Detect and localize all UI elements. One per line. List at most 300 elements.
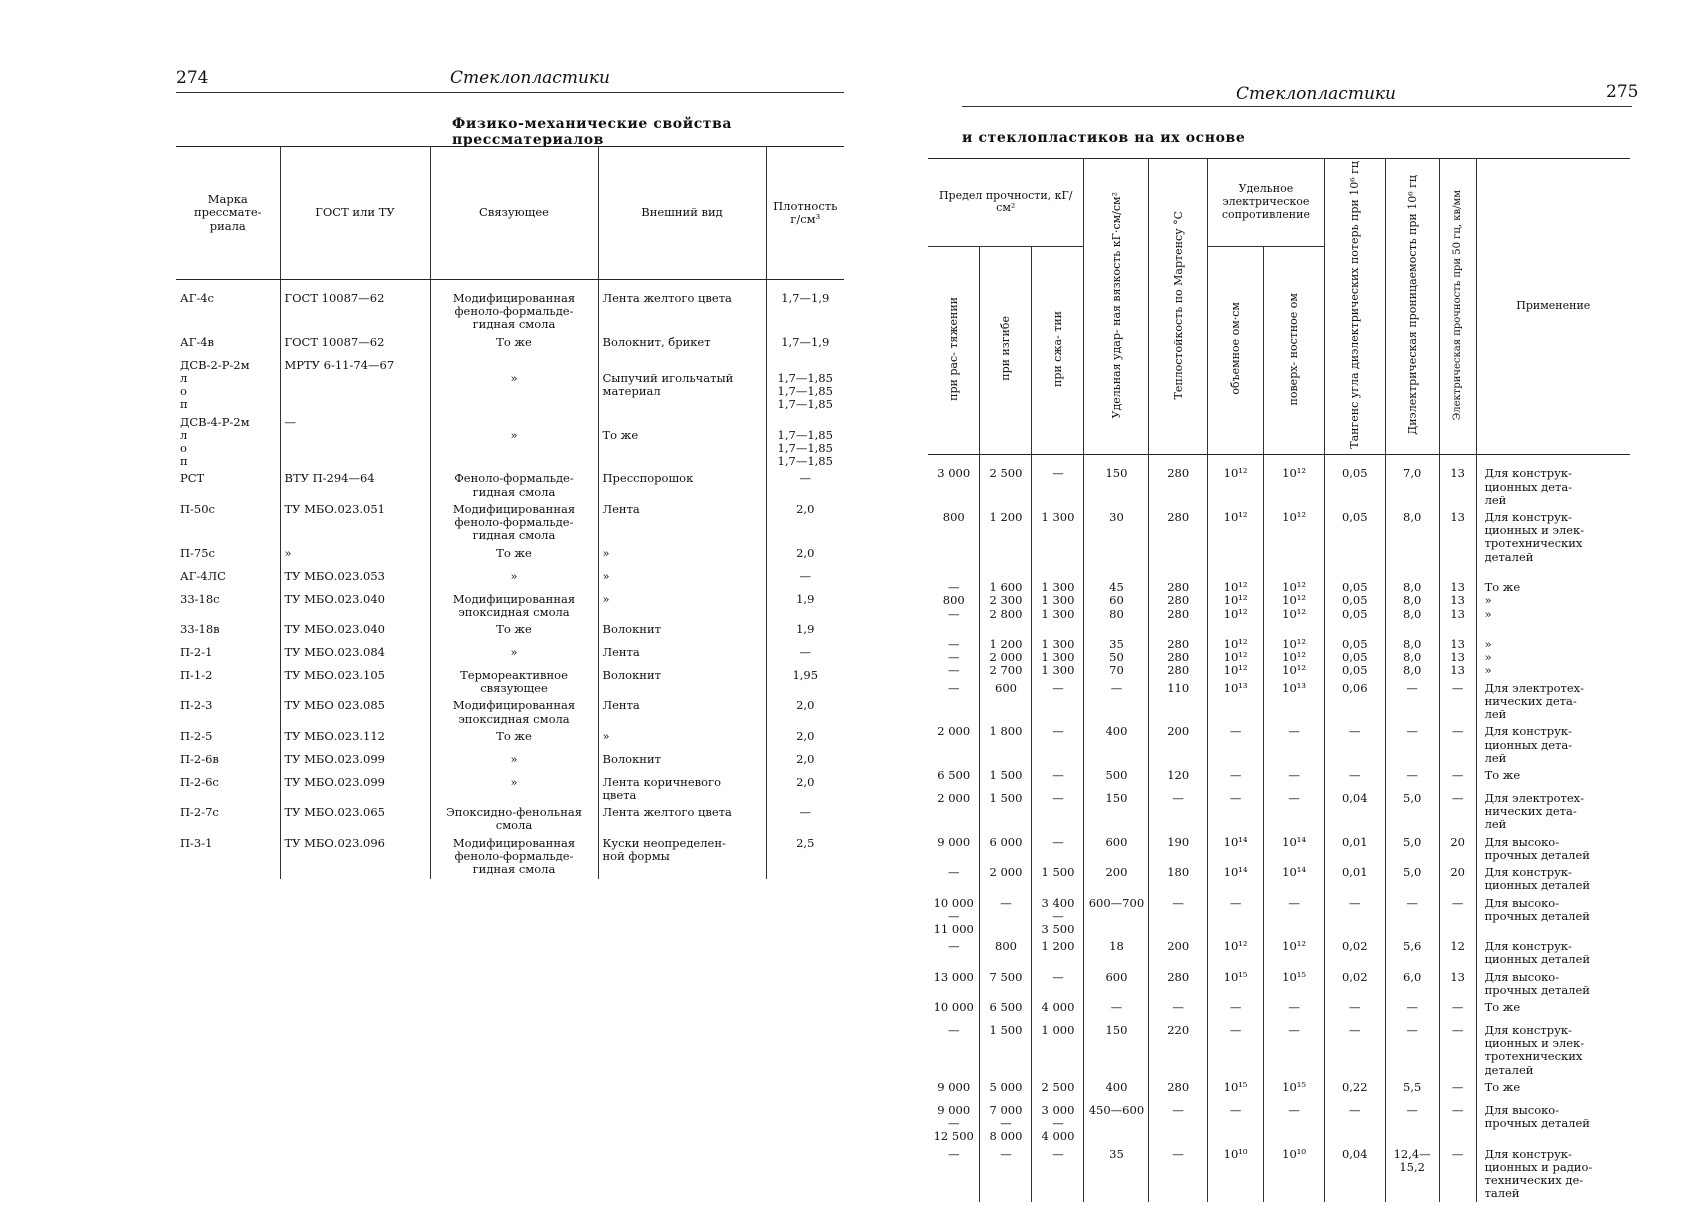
heat-resistance: 280 (1149, 509, 1207, 566)
impact-toughness: 400 (1084, 723, 1149, 767)
volume-resistivity: — (1207, 767, 1263, 790)
gost-spec: » (280, 545, 430, 568)
appearance: Волокнит (598, 751, 766, 774)
compression-strength: 1 500 (1032, 864, 1084, 894)
appearance: Лента (598, 697, 766, 727)
impact-toughness: 30 (1084, 509, 1149, 566)
table-body-right (928, 455, 1630, 1203)
volume-resistivity: 10¹² (1207, 938, 1263, 968)
surface-resistivity: — (1264, 1022, 1325, 1079)
table-row (176, 334, 844, 357)
permittivity: 12,4— 15,2 (1385, 1146, 1439, 1203)
bending-strength: 600 (980, 680, 1032, 724)
compression-strength: — (1032, 680, 1084, 724)
binder: То же (430, 728, 598, 751)
permittivity: — (1385, 1022, 1439, 1079)
material-mark: ДСВ-2-Р-2м л о п (180, 357, 250, 412)
compression-strength: — (1032, 790, 1084, 834)
density: 1,95 (766, 667, 844, 697)
heat-resistance: 120 (1149, 767, 1207, 790)
loss-tangent: 0,22 (1324, 1079, 1385, 1102)
impact-toughness: 600 (1084, 834, 1149, 864)
gost-spec: ТУ МБО.023.084 (280, 644, 430, 667)
col-header-resistivity: Удельное электрическое сопротивление (1207, 159, 1324, 247)
density: 2,0 (766, 728, 844, 751)
application: Для конструк- ционных деталей (1476, 938, 1630, 968)
tensile-strength: 10 000— 11 000 (933, 895, 974, 936)
material-mark: ДСВ-4-Р-2м л о п (180, 414, 250, 469)
bending-strength: 7 000— 8 000 (980, 1102, 1032, 1146)
heat-resistance: — (1149, 895, 1207, 939)
binder: Феноло-формальде- гидная смола (430, 470, 598, 500)
application: Для высоко- прочных деталей (1476, 895, 1630, 939)
heat-resistance: 280 (1149, 1079, 1207, 1102)
right-page (930, 0, 1684, 1224)
binder: То же (430, 545, 598, 568)
bending-strength: 1 600 2 300 2 800 (980, 566, 1032, 623)
density: — (766, 568, 844, 591)
density: 2,0 (766, 774, 844, 804)
heat-resistance: — (1149, 1102, 1207, 1146)
impact-toughness: 200 (1084, 864, 1149, 894)
tensile-strength: 800 (942, 510, 965, 525)
col-header-volume-text: объемное ом·см (1228, 302, 1242, 396)
page-number-left: 274 (176, 68, 209, 88)
table-row (176, 728, 844, 751)
tensile-strength: 9 000 (937, 1079, 971, 1094)
gost-spec: — (280, 414, 430, 471)
bending-strength: 6 000 (980, 834, 1032, 864)
table-row (176, 414, 844, 471)
material-mark: АГ-4ЛС (180, 568, 226, 583)
table-row (928, 969, 1630, 999)
compression-strength: 1 300 (1032, 509, 1084, 566)
application: Для высоко- прочных деталей (1476, 1102, 1630, 1146)
surface-resistivity: 10¹⁴ (1264, 834, 1325, 864)
table-row (176, 591, 844, 621)
table-row (176, 568, 844, 591)
electric-strength: 13 (1439, 969, 1476, 999)
col-header-appearance: Внешний вид (598, 147, 766, 280)
properties-table-left (176, 146, 844, 879)
loss-tangent: 0,04 (1324, 790, 1385, 834)
binder: Модифицированная феноло-формальде- гидная смола (430, 280, 598, 334)
electric-strength: — (1439, 1022, 1476, 1079)
table-row (928, 1079, 1630, 1102)
volume-resistivity: 10¹⁵ (1207, 1079, 1263, 1102)
binder: Модифицированная феноло-формальде- гидная смола (430, 501, 598, 545)
density: — (766, 470, 844, 500)
col-header-tension (928, 246, 980, 455)
col-header-tangent-text: Тангенс угла диэлектрических потерь при 10⁶ гц (1348, 161, 1362, 449)
running-head-right (1236, 84, 1396, 104)
application: Для электротех- нических дета- лей (1476, 790, 1630, 834)
gost-spec: ТУ МБО.023.105 (280, 667, 430, 697)
gost-spec: МРТУ 6-11-74—67 (280, 357, 430, 414)
bending-strength: 1 500 (980, 767, 1032, 790)
gost-spec: ГОСТ 10087—62 (280, 280, 430, 334)
impact-toughness: 600 (1084, 969, 1149, 999)
loss-tangent: 0,02 (1324, 969, 1385, 999)
loss-tangent: 0,01 (1324, 834, 1385, 864)
appearance: Сыпучий игольчатый материал (598, 357, 766, 414)
heat-resistance: 180 (1149, 864, 1207, 894)
heat-resistance: 280 280 280 (1149, 566, 1207, 623)
permittivity: 8,0 (1385, 509, 1439, 566)
col-header-surface (1264, 246, 1325, 455)
col-header-heat-text: Теплостойкость по Мартенсу °С (1171, 210, 1185, 400)
compression-strength: 3 000— 4 000 (1032, 1102, 1084, 1146)
application: Для высоко- прочных деталей (1476, 969, 1630, 999)
electric-strength: — (1439, 1146, 1476, 1203)
surface-resistivity: 10¹⁵ (1264, 969, 1325, 999)
bending-strength: 1 200 2 000 2 700 (980, 623, 1032, 680)
heat-resistance: 190 (1149, 834, 1207, 864)
material-mark: АГ-4с (180, 291, 214, 305)
density: — (766, 804, 844, 834)
tensile-strength: — (947, 939, 960, 954)
compression-strength: — (1032, 969, 1084, 999)
compression-strength: 3 400— 3 500 (1032, 895, 1084, 939)
application: То же (1476, 767, 1630, 790)
tensile-strength: — — — (947, 637, 960, 678)
application: То же (1476, 1079, 1630, 1102)
col-header-bending-text: при изгибе (999, 316, 1013, 382)
table-row (176, 357, 844, 414)
bending-strength: — (980, 895, 1032, 939)
binder: » (430, 751, 598, 774)
col-header-tangent (1324, 159, 1385, 455)
loss-tangent: — (1324, 723, 1385, 767)
permittivity: — (1385, 895, 1439, 939)
electric-strength: 13 (1439, 509, 1476, 566)
volume-resistivity: 10¹³ (1207, 680, 1263, 724)
electric-strength: — (1439, 723, 1476, 767)
running-head-right-text: Стеклопластики (1236, 84, 1396, 104)
compression-strength: 2 500 (1032, 1079, 1084, 1102)
impact-toughness: 150 (1084, 455, 1149, 509)
heat-resistance: 280 280 280 (1149, 623, 1207, 680)
col-header-el-strength-text: Электрическая прочность при 50 гц, кв/мм (1451, 189, 1463, 421)
table-row (928, 790, 1630, 834)
binder: Модифицированная эпоксидная смола (430, 697, 598, 727)
loss-tangent: 0,05 0,05 0,05 (1324, 623, 1385, 680)
application: Для конструк- ционных и элек- тротехнических деталей (1476, 1022, 1630, 1079)
table-row (176, 470, 844, 500)
header-rule-left (176, 92, 844, 93)
bending-strength: 1 800 (980, 723, 1032, 767)
electric-strength: 20 (1439, 864, 1476, 894)
appearance: Лента желтого цвета (598, 804, 766, 834)
application: Для конструк- ционных дета- лей (1476, 723, 1630, 767)
binder: » (430, 644, 598, 667)
density: 1,9 (766, 621, 844, 644)
permittivity: — (1385, 1102, 1439, 1146)
loss-tangent: — (1324, 999, 1385, 1022)
table-row (928, 834, 1630, 864)
gost-spec: ТУ МБО.023.112 (280, 728, 430, 751)
heat-resistance: 280 (1149, 969, 1207, 999)
heat-resistance: 280 (1149, 455, 1207, 509)
binder: Термореактивное связующее (430, 667, 598, 697)
compression-strength: — (1032, 1146, 1084, 1203)
col-header-strength: Предел прочности, кГ/см² (928, 159, 1084, 247)
table-row (928, 895, 1630, 939)
density: 1,7—1,85 1,7—1,85 1,7—1,85 (766, 357, 844, 414)
col-header-volume (1207, 246, 1263, 455)
surface-resistivity: 10¹² (1264, 455, 1325, 509)
heat-resistance: 110 (1149, 680, 1207, 724)
table-row (928, 1102, 1630, 1146)
table-row (176, 751, 844, 774)
compression-strength: — (1032, 723, 1084, 767)
surface-resistivity: — (1264, 999, 1325, 1022)
table-row (176, 501, 844, 545)
table-row (928, 566, 1630, 623)
tensile-strength: 3 000 (937, 466, 971, 481)
col-header-impact-text: Удельная удар- ная вязкость кГ·см/см² (1109, 191, 1123, 419)
gost-spec: ТУ МБО.023.096 (280, 835, 430, 879)
surface-resistivity: 10¹² 10¹² 10¹² (1264, 566, 1325, 623)
surface-resistivity: 10¹⁰ (1264, 1146, 1325, 1203)
col-header-density: Плотность г/см³ (766, 147, 844, 280)
col-header-gost: ГОСТ или ТУ (280, 147, 430, 280)
gost-spec: ТУ МБО.023.099 (280, 751, 430, 774)
permittivity: 7,0 (1385, 455, 1439, 509)
material-mark: 33-18в (180, 621, 220, 636)
surface-resistivity: 10¹³ (1264, 680, 1325, 724)
appearance: Волокнит, брикет (598, 334, 766, 357)
permittivity: 6,0 (1385, 969, 1439, 999)
surface-resistivity: — (1264, 790, 1325, 834)
col-header-impact (1084, 159, 1149, 455)
surface-resistivity: — (1264, 895, 1325, 939)
compression-strength: 1 200 (1032, 938, 1084, 968)
tensile-strength: 10 000 (933, 1000, 974, 1015)
surface-resistivity: 10¹⁵ (1264, 1079, 1325, 1102)
gost-spec: ВТУ П-294—64 (280, 470, 430, 500)
gost-spec: ТУ МБО.023.053 (280, 568, 430, 591)
impact-toughness: — (1084, 999, 1149, 1022)
tensile-strength: 13 000 (933, 969, 974, 984)
volume-resistivity: 10¹² (1207, 455, 1263, 509)
heat-resistance: — (1149, 999, 1207, 1022)
material-mark: П-2-3 (180, 698, 213, 713)
binder: Модифицированная феноло-формальде- гидная смола (430, 835, 598, 879)
table-body-left (176, 280, 844, 879)
electric-strength: 13 13 13 (1439, 566, 1476, 623)
impact-toughness: 18 (1084, 938, 1149, 968)
application: Для конструк- ционных дета- лей (1476, 455, 1630, 509)
col-header-surface-text: поверх- ностное ом (1287, 292, 1301, 405)
table-row (176, 621, 844, 644)
density: 1,7—1,9 (766, 334, 844, 357)
electric-strength: — (1439, 767, 1476, 790)
bending-strength: 1 200 (980, 509, 1032, 566)
col-header-binder: Связующее (430, 147, 598, 280)
heat-resistance: — (1149, 790, 1207, 834)
electric-strength: 12 (1439, 938, 1476, 968)
table-row (176, 545, 844, 568)
binder: Эпоксидно-фенольная смола (430, 804, 598, 834)
gost-spec: ТУ МБО.023.040 (280, 591, 430, 621)
material-mark: П-2-1 (180, 644, 213, 659)
material-mark: П-1-2 (180, 667, 213, 682)
appearance: » (598, 568, 766, 591)
binder: То же (430, 334, 598, 357)
material-mark: П-75с (180, 545, 215, 560)
table-caption-left: Физико-механические свойства прессматериалов (452, 116, 733, 148)
properties-table-right (928, 158, 1630, 1202)
gost-spec: ТУ МБО.023.040 (280, 621, 430, 644)
tensile-strength: — 800 — (942, 580, 965, 621)
binder: То же (430, 621, 598, 644)
impact-toughness: 600—700 (1084, 895, 1149, 939)
col-header-tension-text: при рас- тяжении (947, 296, 961, 401)
volume-resistivity: — (1207, 723, 1263, 767)
table-row (176, 280, 844, 334)
density: 2,0 (766, 545, 844, 568)
loss-tangent: 0,06 (1324, 680, 1385, 724)
electric-strength: — (1439, 1102, 1476, 1146)
tensile-strength: 6 500 (937, 767, 971, 782)
tensile-strength: 9 000— 12 500 (933, 1102, 974, 1144)
table-row (928, 680, 1630, 724)
heat-resistance: — (1149, 1146, 1207, 1203)
loss-tangent: 0,02 (1324, 938, 1385, 968)
surface-resistivity: — (1264, 723, 1325, 767)
appearance: Лента (598, 501, 766, 545)
table-row (928, 623, 1630, 680)
appearance: Волокнит (598, 667, 766, 697)
compression-strength: — (1032, 767, 1084, 790)
table-caption-right: и стеклопластиков на их основе (962, 130, 1246, 146)
table-row (176, 835, 844, 879)
electric-strength: — (1439, 1079, 1476, 1102)
impact-toughness: 35 50 70 (1084, 623, 1149, 680)
tensile-strength: — (947, 1023, 960, 1038)
surface-resistivity: — (1264, 767, 1325, 790)
appearance: » (598, 728, 766, 751)
impact-toughness: 35 (1084, 1146, 1149, 1203)
col-header-application: Применение (1476, 159, 1630, 455)
table-row (928, 999, 1630, 1022)
col-header-permittivity-text: Диэлектрическая проницаемость при 10⁶ гц (1405, 175, 1419, 435)
loss-tangent: — (1324, 895, 1385, 939)
table-row (928, 1146, 1630, 1203)
gost-spec: ТУ МБО.023.065 (280, 804, 430, 834)
electric-strength: — (1439, 680, 1476, 724)
surface-resistivity: 10¹² (1264, 938, 1325, 968)
density: 2,5 (766, 835, 844, 879)
permittivity: 5,0 (1385, 864, 1439, 894)
gost-spec: ТУ МБО.023.099 (280, 774, 430, 804)
bending-strength: 1 500 (980, 1022, 1032, 1079)
loss-tangent: 0,01 (1324, 864, 1385, 894)
electric-strength: 13 (1439, 455, 1476, 509)
density: 1,7—1,85 1,7—1,85 1,7—1,85 (766, 414, 844, 471)
appearance: Лента коричневого цвета (598, 774, 766, 804)
gost-spec: ТУ МБО.023.051 (280, 501, 430, 545)
page-number-right: 275 (1606, 82, 1639, 102)
table-row (928, 938, 1630, 968)
bending-strength: 2 500 (980, 455, 1032, 509)
binder: » (430, 774, 598, 804)
surface-resistivity: — (1264, 1102, 1325, 1146)
impact-toughness: 400 (1084, 1079, 1149, 1102)
bending-strength: — (980, 1146, 1032, 1203)
application: Для высоко- прочных деталей (1476, 834, 1630, 864)
impact-toughness: 150 (1084, 1022, 1149, 1079)
material-mark: П-2-5 (180, 728, 213, 743)
col-header-mark: Марка прессмате-риала (176, 147, 280, 280)
volume-resistivity: — (1207, 1022, 1263, 1079)
binder: » (430, 357, 598, 414)
volume-resistivity: 10¹⁵ (1207, 969, 1263, 999)
permittivity: 8,0 8,0 8,0 (1385, 623, 1439, 680)
volume-resistivity: 10¹⁴ (1207, 834, 1263, 864)
compression-strength: 1 300 1 300 1 300 (1032, 623, 1084, 680)
loss-tangent: — (1324, 1102, 1385, 1146)
permittivity: — (1385, 680, 1439, 724)
volume-resistivity: — (1207, 999, 1263, 1022)
appearance: Куски неопределен- ной формы (598, 835, 766, 879)
material-mark: П-2-6с (180, 774, 219, 789)
gost-spec: ГОСТ 10087—62 (280, 334, 430, 357)
density: 1,7—1,9 (766, 280, 844, 334)
appearance: » (598, 545, 766, 568)
electric-strength: — (1439, 790, 1476, 834)
application: То же (1476, 999, 1630, 1022)
loss-tangent: 0,04 (1324, 1146, 1385, 1203)
heat-resistance: 200 (1149, 938, 1207, 968)
col-header-compression-text: при сжа- тии (1051, 310, 1065, 387)
loss-tangent: 0,05 (1324, 509, 1385, 566)
compression-strength: 1 000 (1032, 1022, 1084, 1079)
table-row (176, 804, 844, 834)
compression-strength: — (1032, 455, 1084, 509)
material-mark: П-50с (180, 501, 215, 516)
bending-strength: 7 500 (980, 969, 1032, 999)
running-head-left-text: Стеклопластики (450, 68, 610, 88)
surface-resistivity: 10¹² 10¹² 10¹² (1264, 623, 1325, 680)
compression-strength: — (1032, 834, 1084, 864)
density: 1,9 (766, 591, 844, 621)
permittivity: — (1385, 723, 1439, 767)
impact-toughness: 450—600 (1084, 1102, 1149, 1146)
volume-resistivity: 10¹² 10¹² 10¹² (1207, 566, 1263, 623)
electric-strength: — (1439, 895, 1476, 939)
volume-resistivity: — (1207, 895, 1263, 939)
gost-spec: ТУ МБО 023.085 (280, 697, 430, 727)
permittivity: 8,0 8,0 8,0 (1385, 566, 1439, 623)
table-row (928, 455, 1630, 509)
permittivity: 5,0 (1385, 790, 1439, 834)
loss-tangent: — (1324, 1022, 1385, 1079)
tensile-strength: — (947, 865, 960, 880)
material-mark: П-2-7с (180, 805, 219, 820)
tensile-strength: 2 000 (937, 790, 971, 805)
impact-toughness: — (1084, 680, 1149, 724)
electric-strength: 13 13 13 (1439, 623, 1476, 680)
material-mark: АГ-4в (180, 334, 215, 349)
permittivity: 5,0 (1385, 834, 1439, 864)
material-mark: 33-18с (180, 591, 220, 606)
heat-resistance: 220 (1149, 1022, 1207, 1079)
table-row (928, 864, 1630, 894)
permittivity: — (1385, 999, 1439, 1022)
binder: » (430, 414, 598, 471)
